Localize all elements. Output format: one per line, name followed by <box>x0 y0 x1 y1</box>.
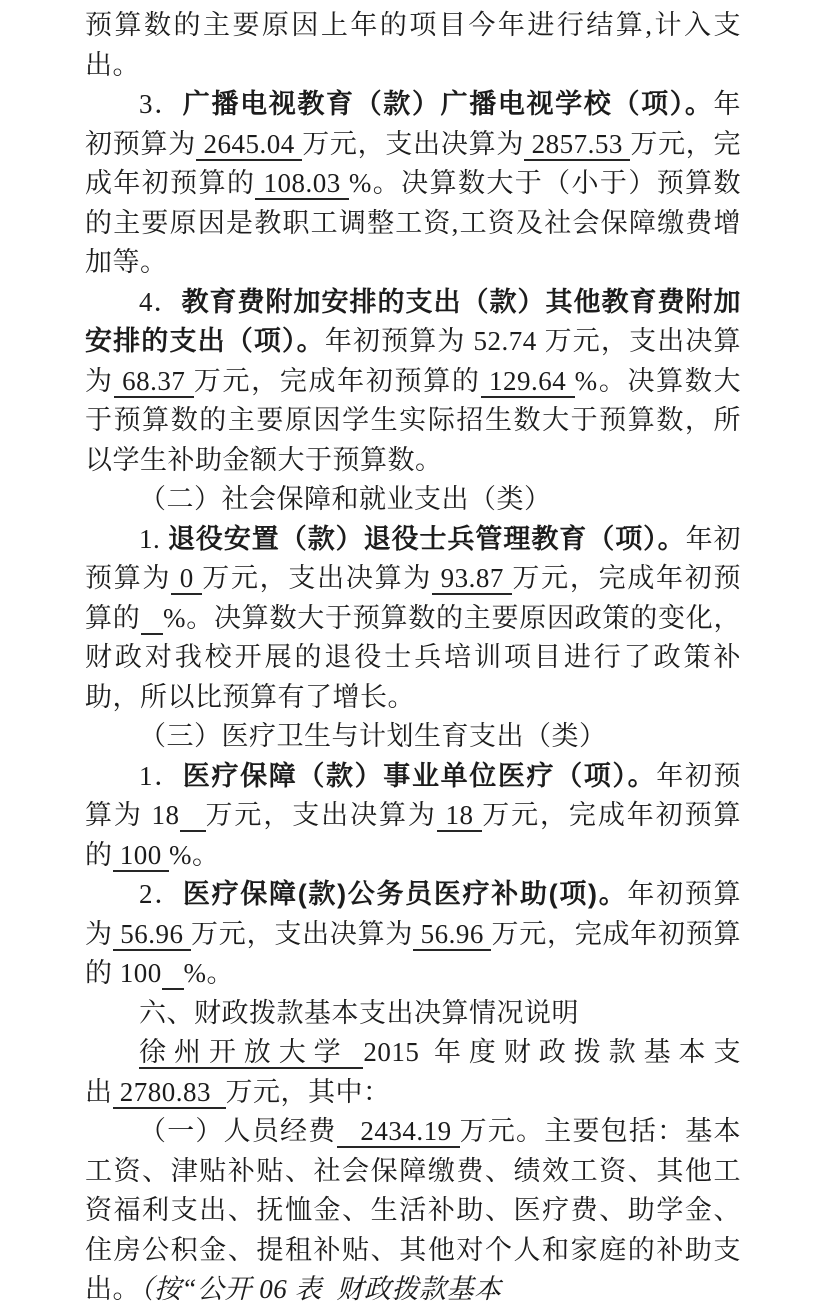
text-run: 预算数的主要原因上年的项目今年进行结算,计入支出。 <box>85 10 741 80</box>
underlined-value: 100 <box>112 839 169 870</box>
paragraph <box>85 85 741 283</box>
underlined-value <box>180 800 206 832</box>
underlined-value: 2780.83 <box>112 1076 226 1107</box>
text-run: 万元，完成年初预算的 <box>193 365 481 396</box>
underlined-value: 18 <box>436 800 483 830</box>
heading-run: 退役安置（款）退役士兵管理教育（项）。 <box>167 523 686 554</box>
underlined-value <box>162 958 184 990</box>
underlined-value: 2645.04 <box>195 128 303 159</box>
italic-note: （按“公开 06 表 财政拨款基本 <box>140 1274 502 1304</box>
paragraph <box>85 875 741 994</box>
text-run: %。决算数大于预算数的主要原因政策的变化，财政对我校开展的退役士兵培训项目进行了政策补助，所以比预算有了增长。 <box>85 602 741 712</box>
text-run: （一）人员经费 <box>139 1116 337 1146</box>
paragraph <box>85 480 741 520</box>
text-run: 万元，支出决算为 <box>205 800 437 830</box>
paragraph <box>85 1033 741 1112</box>
heading-run: 医疗保障（款）事业单位医疗（项）。 <box>182 760 657 791</box>
text-run: 2015 年度财政拨款基本支出 <box>85 1037 741 1107</box>
text-run: 万元，其中： <box>225 1076 391 1107</box>
underlined-value: 129.64 <box>480 365 575 396</box>
underlined-value: 56.96 <box>112 918 192 949</box>
heading-run: 广播电视教育（款）广播电视学校（项）。 <box>182 89 714 119</box>
text-run: 3． <box>139 89 183 119</box>
underlined-value: 93.87 <box>432 563 513 593</box>
paragraph <box>85 6 741 85</box>
paragraph <box>85 717 741 757</box>
text-run: （二）社会保障和就业支出（类） <box>139 484 552 514</box>
paragraph <box>85 994 741 1034</box>
paragraph <box>85 1112 741 1310</box>
text-run: 万元，支出决算为 <box>191 918 414 949</box>
text-run: 1. <box>139 523 168 554</box>
underlined-value: 2857.53 <box>524 128 631 159</box>
paragraph <box>85 757 741 876</box>
underlined-value: 徐州开放大学 <box>139 1037 364 1067</box>
underlined-value: 56.96 <box>413 918 492 949</box>
text-run: 万元，支出决算为 <box>302 128 525 159</box>
text-run: 万元，完成年初预算的 <box>85 563 742 633</box>
heading-run: 教育费附加安排的支出（款）其他教育费附加安排的支出（项）。 <box>85 286 741 356</box>
text-run: 2． <box>139 879 183 909</box>
underlined-value: 2434.19 <box>336 1116 460 1146</box>
underlined-value <box>141 603 164 635</box>
paragraph <box>85 283 741 481</box>
text-run: 万元，支出决算为 <box>202 563 433 593</box>
text-run: （三）医疗卫生与计划生育支出（类） <box>139 721 607 751</box>
heading-run: 医疗保障(款)公务员医疗补助(项)。 <box>182 879 628 909</box>
text-run: 4． <box>139 286 182 317</box>
text-run: 年初预算为 <box>85 523 742 593</box>
text-run: 万元，完成年初预算的 <box>85 128 742 198</box>
text-run: 年初预算为 52.74 万元，支出决算为 <box>85 326 742 396</box>
text-run: 年初预算为 <box>85 879 742 949</box>
document-body <box>85 6 741 1310</box>
underlined-value: 68.37 <box>113 365 194 396</box>
text-run: %。决算数大于预算数的主要原因学生实际招生数大于预算数，所以学生补助金额大于预算数。 <box>85 365 742 475</box>
text-run: 万元，完成年初预算的 <box>85 800 742 870</box>
underlined-value: 108.03 <box>255 168 349 198</box>
text-run: %。 <box>169 839 220 870</box>
text-run: 年初预算为 <box>85 89 742 159</box>
text-run: 六、财政拨款基本支出决算情况说明 <box>139 997 579 1028</box>
text-run: 年初预算为 18 <box>85 760 742 830</box>
underlined-value: 0 <box>171 563 203 593</box>
text-run: %。 <box>183 958 234 988</box>
text-run: 万元。主要包括：基本工资、津贴补贴、社会保障缴费、绩效工资、其他工资福利支出、抚恤金、生活补助、医疗费、助学金、住房公积金、提租补贴、其他对个人和家庭的补助支出。 <box>85 1116 742 1304</box>
text-run: %。决算数大于（小于）预算数的主要原因是教职工调整工资,工资及社会保障缴费增加等。 <box>85 168 742 277</box>
paragraph <box>85 520 741 718</box>
text-run: 1． <box>139 760 183 791</box>
text-run: 万元，完成年初预算的 100 <box>85 918 742 988</box>
